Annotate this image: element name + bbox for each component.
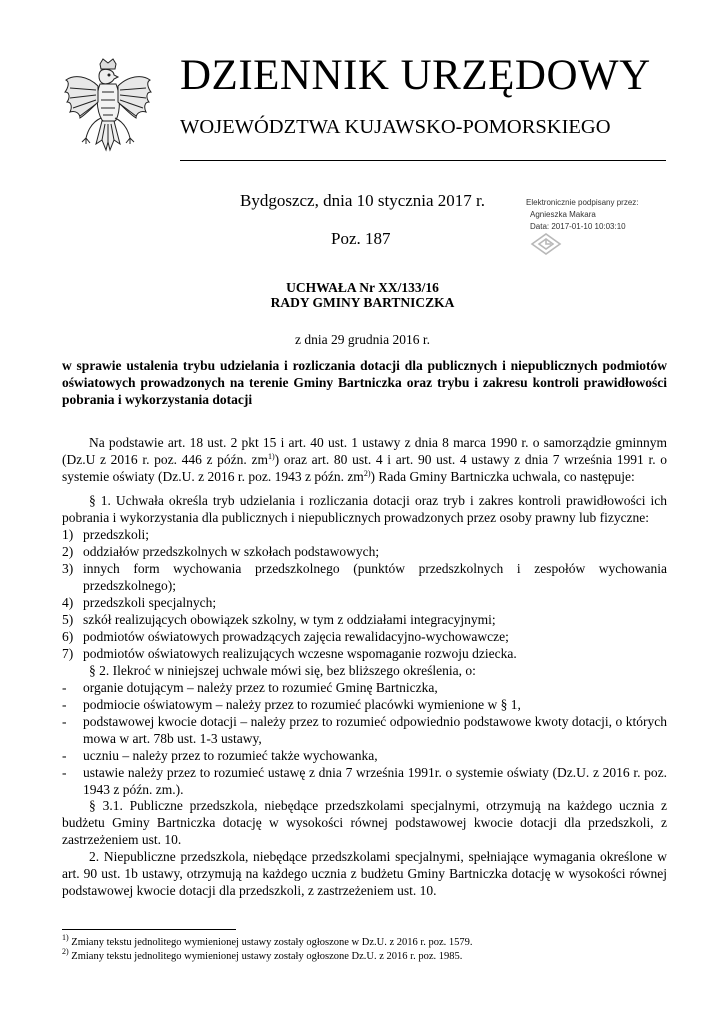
list-item-text: przedszkoli specjalnych; xyxy=(83,595,217,610)
section-3 xyxy=(62,797,667,899)
section-1-intro: § 1. Uchwała określa tryb udzielania i rozliczania dotacji oraz tryb i zakres kontroli prawidłowości ich pobrania i wykorzystania dla publicznych i niepublicznych prowadzonych przez osoby prawny lub fizyczne: xyxy=(62,493,667,525)
list-item-text: oddziałów przedszkolnych w szkołach podstawowych; xyxy=(83,544,380,559)
footnotes xyxy=(62,933,667,964)
list-item xyxy=(62,628,667,645)
list-item xyxy=(62,764,667,798)
list-item-text: ustawie należy przez to rozumieć ustawę z dnia 7 września 1991r. o systemie oświaty (Dz.U. z 2016 r. poz. 1943 z późn. zm.). xyxy=(83,765,667,797)
list-item xyxy=(62,713,667,747)
journal-title: DZIENNIK URZĘDOWY xyxy=(180,52,651,99)
list-bullet: - xyxy=(62,765,67,780)
list-item-text: podmiotów oświatowych prowadzących zajęcia rewalidacyjno-wychowawcze; xyxy=(83,629,509,644)
list-number: 4) xyxy=(62,595,74,610)
list-item xyxy=(62,679,667,696)
list-bullet: - xyxy=(62,680,67,695)
place-and-date: Bydgoszcz, dnia 10 stycznia 2017 r. xyxy=(240,191,486,210)
list-item-text: uczniu – należy przez to rozumieć także wychowanka, xyxy=(83,748,378,763)
preamble-text: Na podstawie art. 18 ust. 2 pkt 15 i art. 40 ust. 1 ustawy z dnia 8 marca 1990 r. o samorządzie gminnym (Dz.U z 2016 r. poz. 446 z późn. zm xyxy=(62,435,667,467)
list-number: 7) xyxy=(62,646,74,661)
list-item xyxy=(62,645,667,662)
electronic-signature xyxy=(526,197,676,233)
preamble xyxy=(62,434,667,485)
list-bullet: - xyxy=(62,748,67,763)
footnote-ref: 1) xyxy=(267,452,275,461)
list-item xyxy=(62,543,667,560)
signature-line: Elektronicznie podpisany przez: xyxy=(526,198,639,207)
section-1 xyxy=(62,492,667,662)
preamble-text: ) Rada Gminy Bartniczka uchwala, co następuje: xyxy=(370,469,635,484)
section-3-paragraph-1: § 3.1. Publiczne przedszkola, niebędące przedszkolami specjalnymi, otrzymują na każdego ucznia z budżetu Gminy Bartniczka dotację w wysokości równej podstawowej kwocie dotacji dla przedszkoli, z zastrzeżeniem ust. 10. xyxy=(62,798,667,847)
list-item xyxy=(62,594,667,611)
list-item-text: przedszkoli; xyxy=(83,527,149,542)
footnote xyxy=(62,947,667,964)
footnote-text: Zmiany tekstu jednolitego wymienionej ustawy zostały ogłoszone w Dz.U. z 2016 r. poz. 1579. xyxy=(68,937,473,948)
preamble-text: ) oraz art. 80 ust. 4 i art. 90 ust. 4 ustawy z dnia 7 września 1991 r. o systemie oświaty (Dz.U. z 2016 r. poz. 1943 z późn. zm xyxy=(62,452,667,484)
list-item-text: organie dotującym – należy przez to rozumieć Gminę Bartniczka, xyxy=(83,680,438,695)
list-item-text: szkół realizujących obowiązek szkolny, w tym z oddziałami integracyjnymi; xyxy=(83,612,496,627)
list-number: 3) xyxy=(62,561,74,576)
list-number: 5) xyxy=(62,612,74,627)
journal-subtitle: WOJEWÓDZTWA KUJAWSKO-POMORSKIEGO xyxy=(180,116,611,138)
resolution-title xyxy=(0,280,725,310)
list-bullet: - xyxy=(62,697,67,712)
section-2-intro: § 2. Ilekroć w niniejszej uchwale mówi się, bez bliższego określenia, o: xyxy=(89,663,476,678)
footnote xyxy=(62,933,667,950)
footnote-text: Zmiany tekstu jednolitego wymienionej ustawy zostały ogłoszone Dz.U. z 2016 r. poz. 1985. xyxy=(68,951,463,962)
position-number: Poz. 187 xyxy=(331,229,391,248)
list-item-text: podstawowej kwocie dotacji – należy przez to rozumieć odpowiednio podstawowe kwoty dotacji, o których mowa w art. 78b ust. 1-3 ustawy, xyxy=(83,714,667,746)
list-item xyxy=(62,747,667,764)
signature-date: Data: 2017-01-10 10:03:10 xyxy=(530,222,626,231)
list-bullet: - xyxy=(62,714,67,729)
list-item xyxy=(62,560,667,594)
list-number: 1) xyxy=(62,527,74,542)
footnote-ref: 2) xyxy=(363,469,371,478)
signature-signer: Agnieszka Makara xyxy=(530,210,596,219)
section-2 xyxy=(62,662,667,798)
resolution-authority: RADY GMINY BARTNICZKA xyxy=(270,295,455,310)
resolution-subject: w sprawie ustalenia trybu udzielania i rozliczania dotacji dla publicznych i niepublicznych podmiotów oświatowych prowadzonych na terenie Gminy Bartniczka oraz trybu i zakresu kontroli prawidłowości pobrania i wykorzystania dotacji xyxy=(62,358,667,407)
resolution-date: z dnia 29 grudnia 2016 r. xyxy=(295,332,430,347)
masthead-divider xyxy=(180,160,666,161)
electronic-signature-mark-icon xyxy=(530,232,562,256)
list-item xyxy=(62,696,667,713)
footnote-mark: 2) xyxy=(62,947,69,956)
list-item xyxy=(62,526,667,543)
footnote-divider xyxy=(62,929,236,930)
list-number: 2) xyxy=(62,544,74,559)
list-item xyxy=(62,611,667,628)
resolution-number: UCHWAŁA Nr XX/133/16 xyxy=(286,280,439,295)
section-3-paragraph-2: 2. Niepubliczne przedszkola, niebędące przedszkolami specjalnymi, spełniające wymagania określone w art. 90 ust. 1b ustawy, otrzymują na każdego ucznia z budżetu Gminy Bartniczka dotację w wysokości równej podstawowej kwocie dotacji dla przedszkoli, z zastrzeżeniem ust. 10. xyxy=(62,849,667,898)
polish-eagle-emblem-icon xyxy=(62,58,154,162)
footnote-mark: 1) xyxy=(62,933,69,942)
list-number: 6) xyxy=(62,629,74,644)
list-item-text: podmiocie oświatowym – należy przez to rozumieć placówki wymienione w § 1, xyxy=(83,697,521,712)
list-item-text: podmiotów oświatowych realizujących wczesne wspomaganie rozwoju dziecka. xyxy=(83,646,517,661)
list-item-text: innych form wychowania przedszkolnego (punktów przedszkolnych i zespołów wychowania przedszkolnego); xyxy=(83,561,667,593)
